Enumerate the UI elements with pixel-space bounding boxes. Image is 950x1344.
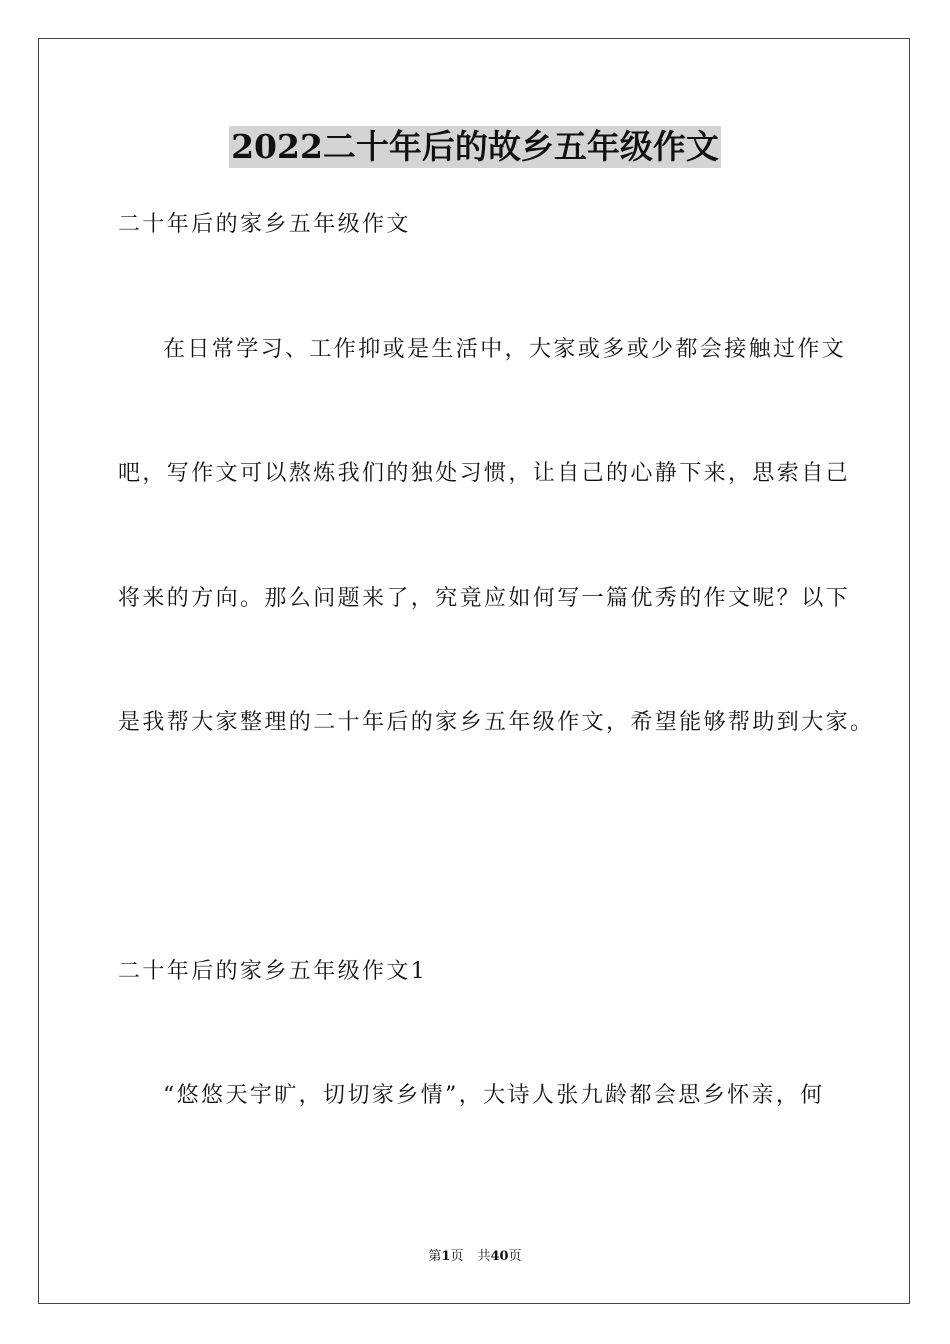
document-title: 2022二十年后的故乡五年级作文	[231, 127, 719, 166]
title-container	[0, 126, 950, 168]
document-subtitle: 二十年后的家乡五年级作文	[118, 212, 411, 237]
intro-line-4: 是我帮大家整理的二十年后的家乡五年级作文，希望能够帮助到大家。	[118, 710, 875, 735]
footer-total-prefix: 共	[477, 1249, 491, 1264]
section-first-line: “悠悠天宇旷，切切家乡情”，大诗人张九龄都会思乡怀亲，何	[163, 1083, 825, 1108]
footer-page-number: 1	[441, 1249, 451, 1264]
intro-line-1: 在日常学习、工作抑或是生活中，大家或多或少都会接触过作文	[163, 337, 847, 362]
intro-line-2: 吧，写作文可以熬炼我们的独处习惯，让自己的心静下来，思索自己	[118, 461, 851, 486]
section-heading: 二十年后的家乡五年级作文1	[118, 959, 428, 984]
footer-total-suffix: 页	[508, 1249, 522, 1264]
footer-page-suffix: 页	[450, 1249, 464, 1264]
intro-line-3: 将来的方向。那么问题来了，究竟应如何写一篇优秀的作文呢？以下	[118, 586, 851, 611]
page-footer	[0, 1248, 950, 1266]
footer-page-prefix: 第	[428, 1249, 442, 1264]
footer-total-pages: 40	[490, 1249, 509, 1264]
